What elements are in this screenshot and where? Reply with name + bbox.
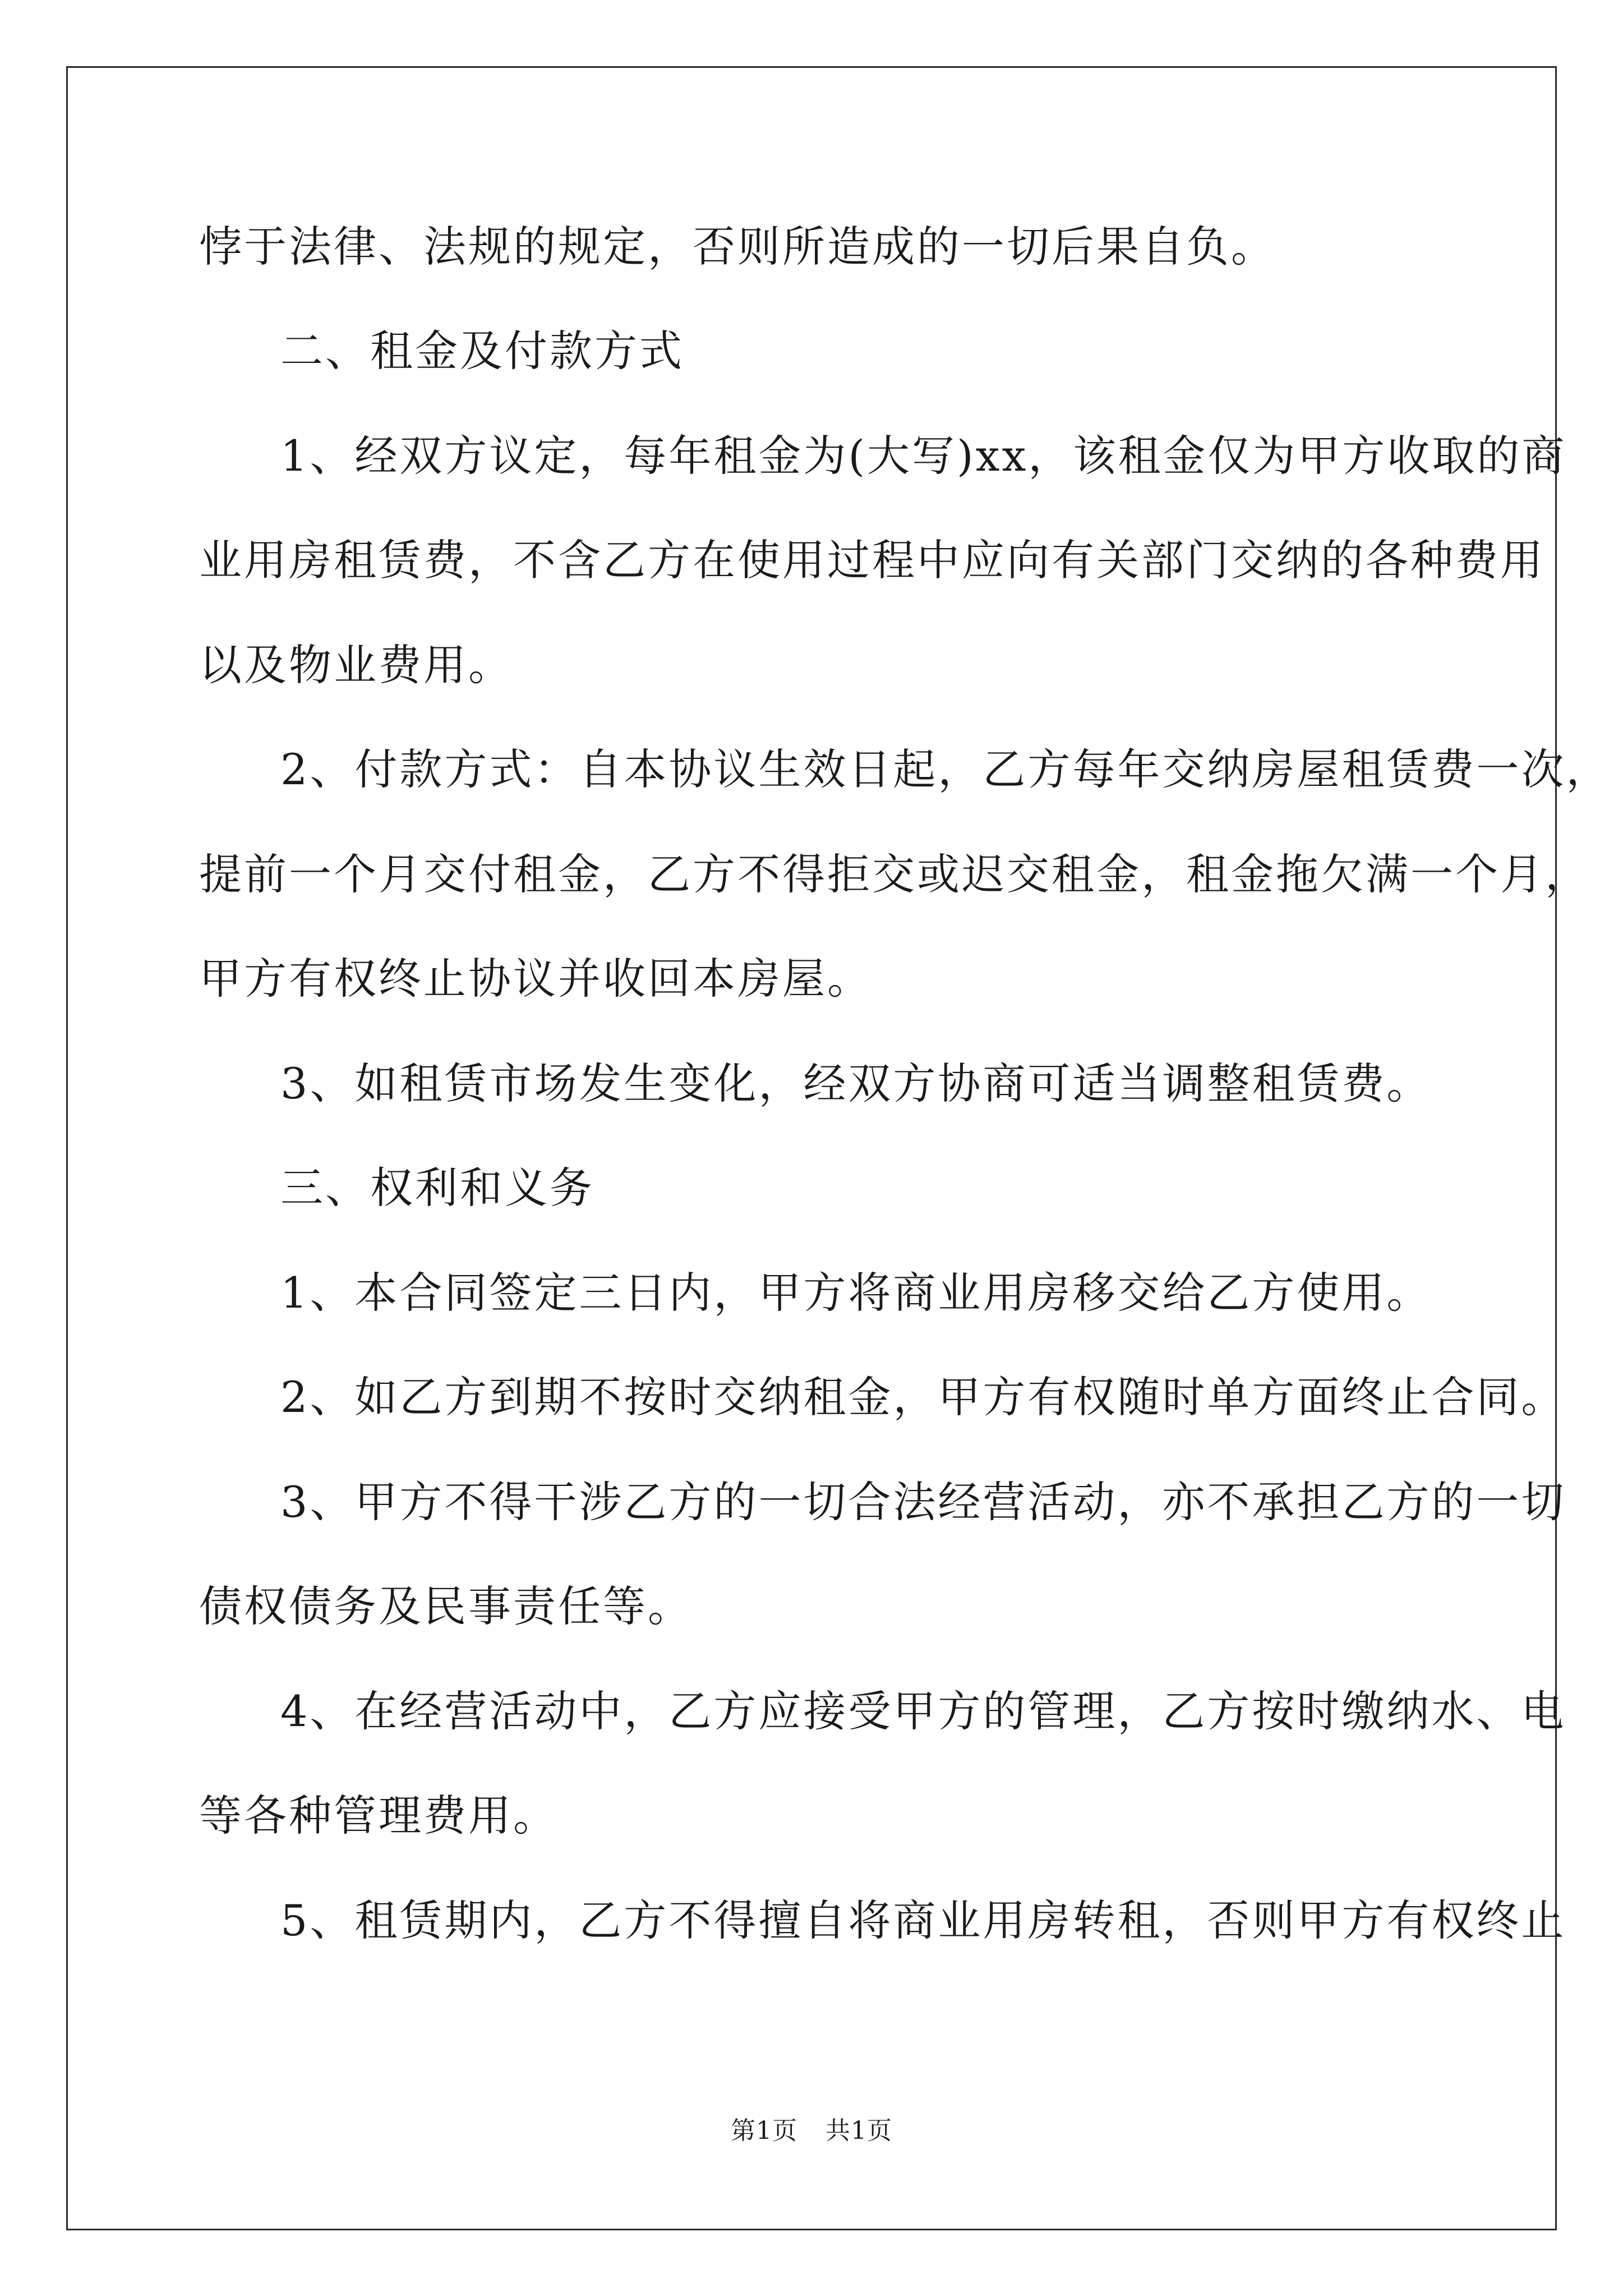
text-line: 2、付款方式：自本协议生效日起，乙方每年交纳房屋租赁费一次， — [280, 744, 1611, 795]
text-line: 债权债务及民事责任等。 — [199, 1581, 693, 1632]
text-line: 甲方有权终止协议并收回本房屋。 — [199, 954, 872, 1004]
total-pages: 共1页 — [826, 2116, 892, 2145]
text-line: 1、经双方议定，每年租金为(大写)xx，该租金仅为甲方收取的商 — [280, 430, 1567, 481]
text-line: 提前一个月交付租金，乙方不得拒交或迟交租金，租金拖欠满一个月， — [199, 849, 1590, 899]
text-line: 等各种管理费用。 — [199, 1791, 558, 1841]
text-line: 以及物业费用。 — [199, 639, 513, 690]
section-heading: 三、权利和义务 — [280, 1163, 594, 1213]
current-page-number: 第1页 — [731, 2116, 797, 2145]
text-line: 3、如租赁市场发生变化，经双方协商可适当调整租赁费。 — [280, 1058, 1432, 1108]
text-line: 业用房租赁费，不含乙方在使用过程中应向有关部门交纳的各种费用 — [199, 535, 1545, 586]
text-line: 悖于法律、法规的规定，否则所造成的一切后果自负。 — [199, 221, 1276, 272]
text-line: 2、如乙方到期不按时交纳租金，甲方有权随时单方面终止合同。 — [280, 1372, 1566, 1423]
text-line: 3、甲方不得干涉乙方的一切合法经营活动，亦不承担乙方的一切 — [280, 1476, 1566, 1527]
text-line: 4、在经营活动中，乙方应接受甲方的管理，乙方按时缴纳水、电 — [280, 1686, 1566, 1736]
page-footer — [0, 2110, 1623, 2146]
section-heading: 二、租金及付款方式 — [280, 326, 684, 376]
document-body — [199, 191, 1611, 1970]
text-line: 5、租赁期内，乙方不得擅自将商业用房转租，否则甲方有权终止 — [280, 1895, 1566, 1945]
text-line: 1、本合同签定三日内，甲方将商业用房移交给乙方使用。 — [280, 1267, 1432, 1318]
